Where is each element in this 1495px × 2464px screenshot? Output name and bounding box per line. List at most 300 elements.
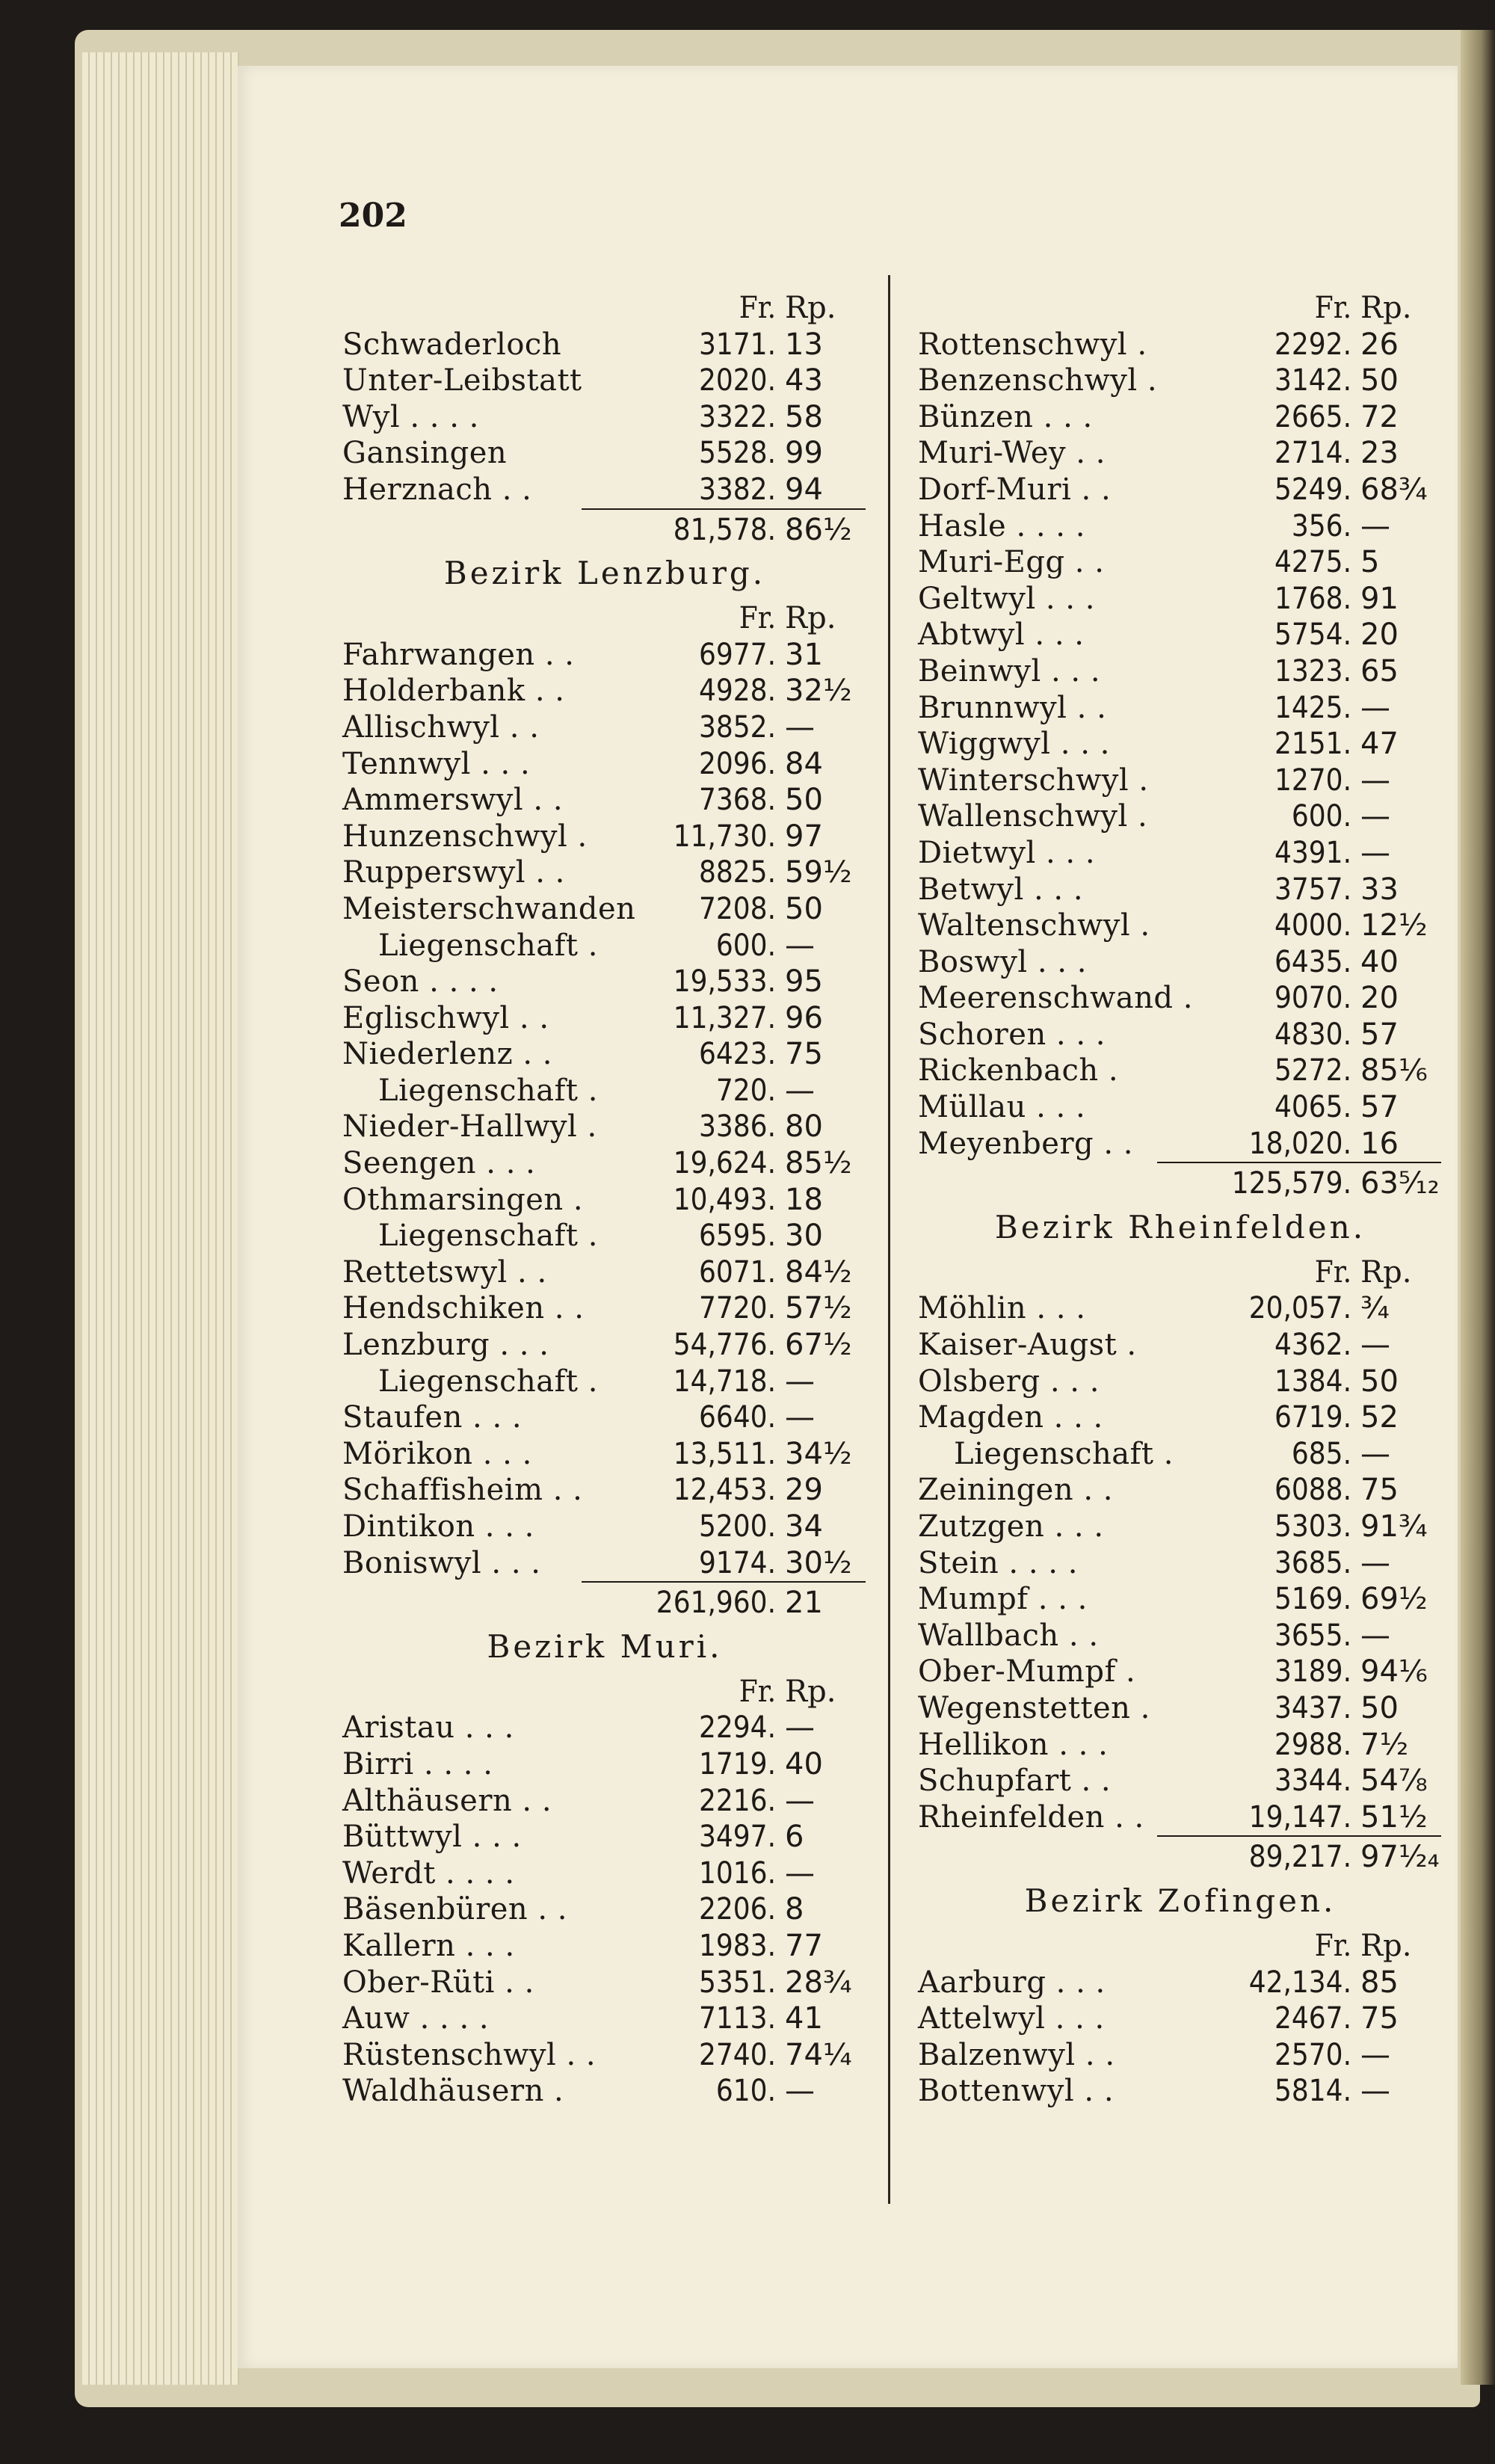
rappen-value: 18 [785, 1182, 823, 1217]
rappen-value: 86½ [785, 512, 852, 547]
table-row [910, 1727, 1450, 1764]
rappen-value: 30½ [785, 1545, 852, 1580]
municipality-name: Unter-Leibstatt [342, 363, 582, 398]
municipality-name: Dintikon . . . [342, 1509, 534, 1544]
table-row [335, 819, 875, 855]
rappen-value: — [1360, 508, 1390, 543]
rappen-value: — [1360, 799, 1390, 834]
francs-value: 9070. [1274, 981, 1351, 1016]
rappen-value: 23 [1360, 436, 1399, 471]
rappen-header: Rp. [1360, 1928, 1412, 1963]
francs-value: 2151. [1274, 727, 1351, 762]
municipality-name: Liegenschaft . [378, 1073, 598, 1108]
municipality-name: Schwaderloch [342, 327, 562, 362]
francs-value: 1768. [1274, 581, 1351, 616]
table-row [910, 908, 1450, 944]
francs-value: 19,624. [673, 1146, 776, 1181]
francs-value: 356. [1291, 508, 1351, 543]
municipality-name: Waldhäusern . [342, 2074, 564, 2109]
table-row [910, 1053, 1450, 1089]
table-row [910, 980, 1450, 1017]
rappen-header: Rp. [1360, 1254, 1412, 1290]
municipality-name: Lenzburg . . . [342, 1328, 549, 1363]
rappen-value: — [785, 1710, 815, 1746]
francs-header: Fr. [739, 601, 776, 636]
rappen-header: Rp. [785, 1674, 836, 1709]
municipality-name: Hellikon . . . [918, 1727, 1109, 1762]
rappen-header: Rp. [785, 291, 836, 325]
municipality-name: Ober-Mumpf . [918, 1654, 1136, 1690]
francs-value: 4391. [1274, 835, 1351, 870]
rappen-value: 75 [1360, 2001, 1399, 2036]
rappen-value: — [785, 1783, 815, 1818]
municipality-name: Ober-Rüti . . [342, 1965, 534, 2000]
table-row [335, 782, 875, 819]
francs-value: 261,960. [656, 1586, 776, 1621]
francs-value: 19,147. [1248, 1799, 1351, 1835]
municipality-name: Zeiningen . . [918, 1473, 1113, 1508]
table-row [910, 1618, 1450, 1654]
francs-value: 3437. [1274, 1690, 1351, 1725]
rappen-value: — [785, 1364, 815, 1399]
francs-value: 4000. [1274, 908, 1351, 943]
francs-value: 6423. [699, 1037, 776, 1072]
municipality-name: Benzenschwyl . [918, 363, 1158, 398]
table-row [910, 1690, 1450, 1727]
francs-value: 3344. [1274, 1764, 1351, 1799]
municipality-name: Meisterschwanden [342, 891, 636, 926]
table-row [910, 435, 1450, 472]
municipality-name: Balzenwyl . . [918, 2037, 1115, 2072]
district-total-row [335, 511, 875, 547]
municipality-name: Liegenschaft . [378, 928, 598, 963]
rappen-value: 50 [785, 783, 823, 818]
municipality-name: Bottenwyl . . [918, 2074, 1115, 2109]
municipality-name: Auw . . . . [342, 2001, 490, 2036]
table-row [910, 1581, 1450, 1618]
francs-value: 125,579. [1231, 1166, 1351, 1201]
table-row [335, 1000, 875, 1037]
rappen-value: 95 [785, 964, 823, 1000]
francs-value: 11,327. [673, 1000, 776, 1035]
rappen-value: 94⅙ [1360, 1654, 1428, 1690]
francs-value: 9174. [699, 1545, 776, 1580]
district-heading: Bezirk Zofingen. [1024, 1882, 1337, 1919]
table-row [910, 1763, 1450, 1799]
municipality-name: Holderbank . . [342, 674, 565, 709]
table-row [910, 1017, 1450, 1053]
table-row [335, 1891, 875, 1928]
table-row [910, 872, 1450, 908]
rappen-value: — [1360, 1436, 1390, 1471]
municipality-name: Gansingen [342, 436, 508, 471]
rappen-value: 99 [785, 436, 823, 471]
rappen-value: — [785, 928, 815, 963]
rappen-value: — [1360, 690, 1390, 725]
francs-value: 2570. [1274, 2037, 1351, 2072]
municipality-name: Fahrwangen . . [342, 637, 575, 672]
book-spine-edge [1461, 30, 1495, 2385]
table-row [335, 1746, 875, 1783]
francs-value: 14,718. [673, 1364, 776, 1399]
table-row [910, 798, 1450, 835]
francs-value: 3189. [1274, 1654, 1351, 1690]
francs-value: 3757. [1274, 872, 1351, 907]
municipality-name: Rettetswyl . . [342, 1254, 547, 1290]
table-row [910, 1364, 1450, 1400]
municipality-name: Schaffisheim . . [342, 1473, 583, 1508]
francs-value: 2292. [1274, 327, 1351, 362]
table-row [335, 1509, 875, 1545]
municipality-name: Attelwyl . . . [918, 2001, 1105, 2036]
rappen-value: 33 [1360, 872, 1399, 907]
francs-value: 5528. [699, 436, 776, 471]
municipality-name: Beinwyl . . . [918, 653, 1101, 689]
table-row [910, 1399, 1450, 1436]
table-row [335, 1145, 875, 1182]
table-row [335, 1327, 875, 1364]
column-header [335, 600, 875, 637]
table-row [910, 1327, 1450, 1364]
francs-value: 19,533. [673, 964, 776, 1000]
francs-value: 2096. [699, 746, 776, 781]
francs-value: 600. [1291, 799, 1351, 834]
francs-value: 5754. [1274, 617, 1351, 653]
rappen-value: 84½ [785, 1254, 852, 1290]
francs-value: 600. [715, 928, 776, 963]
rappen-value: 52 [1360, 1400, 1399, 1435]
rappen-header: Rp. [1360, 291, 1412, 325]
table-row [335, 1472, 875, 1509]
municipality-name: Kallern . . . [342, 1928, 515, 1963]
table-row [910, 581, 1450, 617]
rappen-value: — [1360, 1545, 1390, 1580]
municipality-name: Muri-Egg . . [918, 545, 1105, 580]
municipality-name: Ammerswyl . . [342, 783, 564, 818]
table-row [910, 653, 1450, 690]
rappen-value: 69½ [1360, 1582, 1428, 1617]
table-row [335, 1965, 875, 2001]
municipality-name: Rheinfelden . . [918, 1799, 1144, 1835]
district-total-row [910, 1164, 1450, 1201]
table-row [910, 2001, 1450, 2037]
municipality-name: Stein . . . . [918, 1545, 1078, 1580]
table-row [910, 1436, 1450, 1473]
francs-value: 2206. [699, 1892, 776, 1927]
table-row [335, 673, 875, 709]
municipality-name: Niederlenz . . [342, 1037, 553, 1072]
municipality-name: Zutzgen . . . [918, 1509, 1104, 1544]
municipality-name: Rüstenschwyl . . [342, 2037, 597, 2072]
rappen-value: 34 [785, 1509, 823, 1544]
table-row [335, 964, 875, 1000]
table-row [335, 435, 875, 472]
francs-value: 42,134. [1248, 1965, 1351, 2000]
municipality-name: Seengen . . . [342, 1146, 536, 1181]
francs-header: Fr. [1314, 291, 1351, 325]
column-header [910, 1254, 1450, 1291]
table-row [910, 399, 1450, 436]
municipality-name: Dietwyl . . . [918, 835, 1096, 870]
table-row [335, 637, 875, 674]
francs-value: 3142. [1274, 363, 1351, 398]
francs-value: 7368. [699, 783, 776, 818]
francs-value: 1425. [1274, 690, 1351, 725]
table-row [910, 763, 1450, 799]
francs-value: 1384. [1274, 1364, 1351, 1399]
francs-value: 5249. [1274, 472, 1351, 507]
rappen-value: 50 [1360, 363, 1399, 398]
table-row [335, 1928, 875, 1965]
table-row [335, 928, 875, 964]
rappen-value: — [1360, 763, 1390, 798]
table-row [335, 1218, 875, 1254]
municipality-name: Nieder-Hallwyl . [342, 1109, 597, 1145]
left-column [335, 290, 875, 2110]
table-row [335, 1783, 875, 1820]
table-row [335, 746, 875, 783]
francs-value: 5351. [699, 1965, 776, 2000]
francs-value: 13,511. [673, 1436, 776, 1471]
municipality-name: Meerenschwand . [918, 981, 1193, 1016]
francs-value: 6595. [699, 1219, 776, 1254]
rappen-value: 41 [785, 2001, 823, 2036]
francs-header: Fr. [739, 291, 776, 325]
rappen-value: — [785, 709, 815, 745]
municipality-name: Althäusern . . [342, 1783, 552, 1818]
francs-header: Fr. [1314, 1928, 1351, 1963]
rappen-value: 72 [1360, 399, 1399, 434]
sum-rule-line [582, 508, 866, 510]
rappen-value: 6 [785, 1820, 804, 1855]
municipality-name: Hasle . . . . [918, 508, 1085, 543]
francs-value: 6640. [699, 1400, 776, 1435]
municipality-name: Geltwyl . . . [918, 581, 1095, 616]
municipality-name: Dorf-Muri . . [918, 472, 1112, 507]
table-row [910, 617, 1450, 653]
municipality-name: Rottenschwyl . [918, 327, 1147, 362]
table-row [910, 2073, 1450, 2110]
table-row [910, 1545, 1450, 1582]
rappen-header: Rp. [785, 601, 836, 636]
table-row [910, 1654, 1450, 1690]
rappen-value: 57½ [785, 1291, 852, 1326]
francs-value: 6719. [1274, 1400, 1351, 1435]
francs-value: 5169. [1274, 1582, 1351, 1617]
table-row [910, 327, 1450, 363]
municipality-name: Liegenschaft . [954, 1436, 1174, 1471]
rappen-value: 57 [1360, 1090, 1399, 1125]
table-row [335, 1036, 875, 1073]
municipality-name: Staufen . . . [342, 1400, 523, 1435]
rappen-value: 57 [1360, 1017, 1399, 1052]
table-row [335, 1436, 875, 1473]
municipality-name: Magden . . . [918, 1400, 1103, 1435]
rappen-value: 97¹⁄₂₄ [1360, 1840, 1440, 1875]
rappen-value: 50 [1360, 1690, 1399, 1725]
rappen-value: — [785, 2074, 815, 2109]
municipality-name: Liegenschaft . [378, 1219, 598, 1254]
francs-value: 1270. [1274, 763, 1351, 798]
page-edges [82, 52, 239, 2385]
francs-value: 5200. [699, 1509, 776, 1544]
rappen-value: ¾ [1360, 1291, 1390, 1326]
municipality-name: Müllau . . . [918, 1090, 1086, 1125]
rappen-value: 32½ [785, 674, 852, 709]
table-row [910, 2037, 1450, 2074]
rappen-value: 20 [1360, 617, 1399, 653]
francs-value: 5272. [1274, 1053, 1351, 1088]
column-header [910, 290, 1450, 327]
table-row [335, 1182, 875, 1219]
rappen-value: 58 [785, 399, 823, 434]
rappen-value: — [1360, 1328, 1390, 1363]
rappen-value: 7½ [1360, 1727, 1409, 1762]
municipality-name: Bäsenbüren . . [342, 1892, 567, 1927]
municipality-name: Muri-Wey . . [918, 436, 1106, 471]
table-row [335, 2001, 875, 2037]
table-row [910, 1089, 1450, 1126]
table-row [910, 544, 1450, 581]
column-header [335, 290, 875, 327]
rappen-value: 75 [1360, 1473, 1399, 1508]
rappen-value: 40 [1360, 944, 1399, 979]
book-page [238, 66, 1458, 2368]
rappen-value: 21 [785, 1586, 823, 1621]
rappen-value: 85⅙ [1360, 1053, 1428, 1088]
table-row [335, 891, 875, 928]
table-row [335, 854, 875, 891]
table-row [910, 363, 1450, 399]
francs-value: 3852. [699, 709, 776, 745]
francs-value: 720. [715, 1073, 776, 1108]
francs-value: 7720. [699, 1291, 776, 1326]
francs-value: 7208. [699, 891, 776, 926]
rappen-value: — [785, 1400, 815, 1435]
municipality-name: Waltenschwyl . [918, 908, 1150, 943]
francs-value: 6088. [1274, 1473, 1351, 1508]
rappen-value: 31 [785, 637, 823, 672]
rappen-value: 47 [1360, 727, 1399, 762]
rappen-value: — [1360, 2037, 1390, 2072]
rappen-value: 40 [785, 1746, 823, 1781]
district-total-row [910, 1838, 1450, 1874]
francs-value: 2740. [699, 2037, 776, 2072]
francs-value: 7113. [699, 2001, 776, 2036]
francs-header: Fr. [739, 1674, 776, 1709]
rappen-value: 12½ [1360, 908, 1428, 943]
municipality-name: Allischwyl . . [342, 709, 540, 745]
table-row [335, 2037, 875, 2074]
municipality-name: Wegenstetten . [918, 1690, 1150, 1725]
francs-value: 6977. [699, 637, 776, 672]
municipality-name: Aarburg . . . [918, 1965, 1106, 2000]
table-row [335, 1819, 875, 1855]
table-row [335, 1364, 875, 1400]
table-row [910, 1472, 1450, 1509]
table-row [335, 2073, 875, 2110]
francs-value: 3382. [699, 472, 776, 507]
rappen-value: 34½ [785, 1436, 852, 1471]
municipality-name: Rickenbach . [918, 1053, 1119, 1088]
municipality-name: Olsberg . . . [918, 1364, 1100, 1399]
municipality-name: Aristau . . . [342, 1710, 514, 1746]
francs-value: 6435. [1274, 944, 1351, 979]
rappen-value: 67½ [785, 1328, 852, 1363]
district-total-row [335, 1583, 875, 1620]
francs-value: 20,057. [1248, 1291, 1351, 1326]
francs-value: 3322. [699, 399, 776, 434]
rappen-value: 84 [785, 746, 823, 781]
municipality-name: Winterschwyl . [918, 763, 1149, 798]
district-heading: Bezirk Muri. [487, 1627, 723, 1665]
rappen-value: — [1360, 835, 1390, 870]
rappen-value: 91¾ [1360, 1509, 1428, 1544]
table-row [910, 1509, 1450, 1545]
francs-value: 6071. [699, 1254, 776, 1290]
municipality-name: Wallenschwyl . [918, 799, 1148, 834]
municipality-name: Kaiser-Augst . [918, 1328, 1137, 1363]
rappen-value: 8 [785, 1892, 804, 1927]
municipality-name: Werdt . . . . [342, 1855, 515, 1891]
francs-value: 4362. [1274, 1328, 1351, 1363]
sum-rule-line [582, 1581, 866, 1583]
rappen-value: 80 [785, 1109, 823, 1145]
francs-value: 2467. [1274, 2001, 1351, 2036]
francs-value: 11,730. [673, 819, 776, 854]
rappen-value: — [1360, 2074, 1390, 2109]
rappen-value: 97 [785, 819, 823, 854]
francs-value: 81,578. [673, 512, 776, 547]
table-row [910, 944, 1450, 981]
municipality-name: Birri . . . . [342, 1746, 493, 1781]
municipality-name: Wiggwyl . . . [918, 727, 1110, 762]
municipality-name: Schoren . . . [918, 1017, 1106, 1052]
francs-value: 1016. [699, 1855, 776, 1891]
municipality-name: Mumpf . . . [918, 1582, 1088, 1617]
municipality-name: Meyenberg . . [918, 1126, 1134, 1161]
municipality-name: Mörikon . . . [342, 1436, 532, 1471]
table-row [910, 726, 1450, 763]
table-row [335, 327, 875, 363]
rappen-value: 91 [1360, 581, 1399, 616]
table-row [910, 835, 1450, 872]
table-row [910, 690, 1450, 727]
district-heading: Bezirk Lenzburg. [443, 555, 766, 592]
table-row [335, 709, 875, 746]
table-row [910, 1799, 1450, 1836]
francs-value: 5814. [1274, 2074, 1351, 2109]
rappen-value: 5 [1360, 545, 1380, 580]
table-row [335, 1290, 875, 1327]
francs-value: 18,020. [1248, 1126, 1351, 1161]
francs-value: 2665. [1274, 399, 1351, 434]
francs-value: 2020. [699, 363, 776, 398]
rappen-value: — [785, 1855, 815, 1891]
francs-value: 2988. [1274, 1727, 1351, 1762]
municipality-name: Abtwyl . . . [918, 617, 1085, 653]
rappen-value: 94 [785, 472, 823, 507]
rappen-value: 50 [785, 891, 823, 926]
page-number: 202 [339, 197, 407, 235]
table-row [335, 399, 875, 436]
municipality-name: Wallbach . . [918, 1618, 1099, 1653]
table-row [910, 1965, 1450, 2001]
table-row [335, 1855, 875, 1892]
francs-value: 10,493. [673, 1182, 776, 1217]
rappen-value: 85½ [785, 1146, 852, 1181]
table-row [910, 508, 1450, 545]
